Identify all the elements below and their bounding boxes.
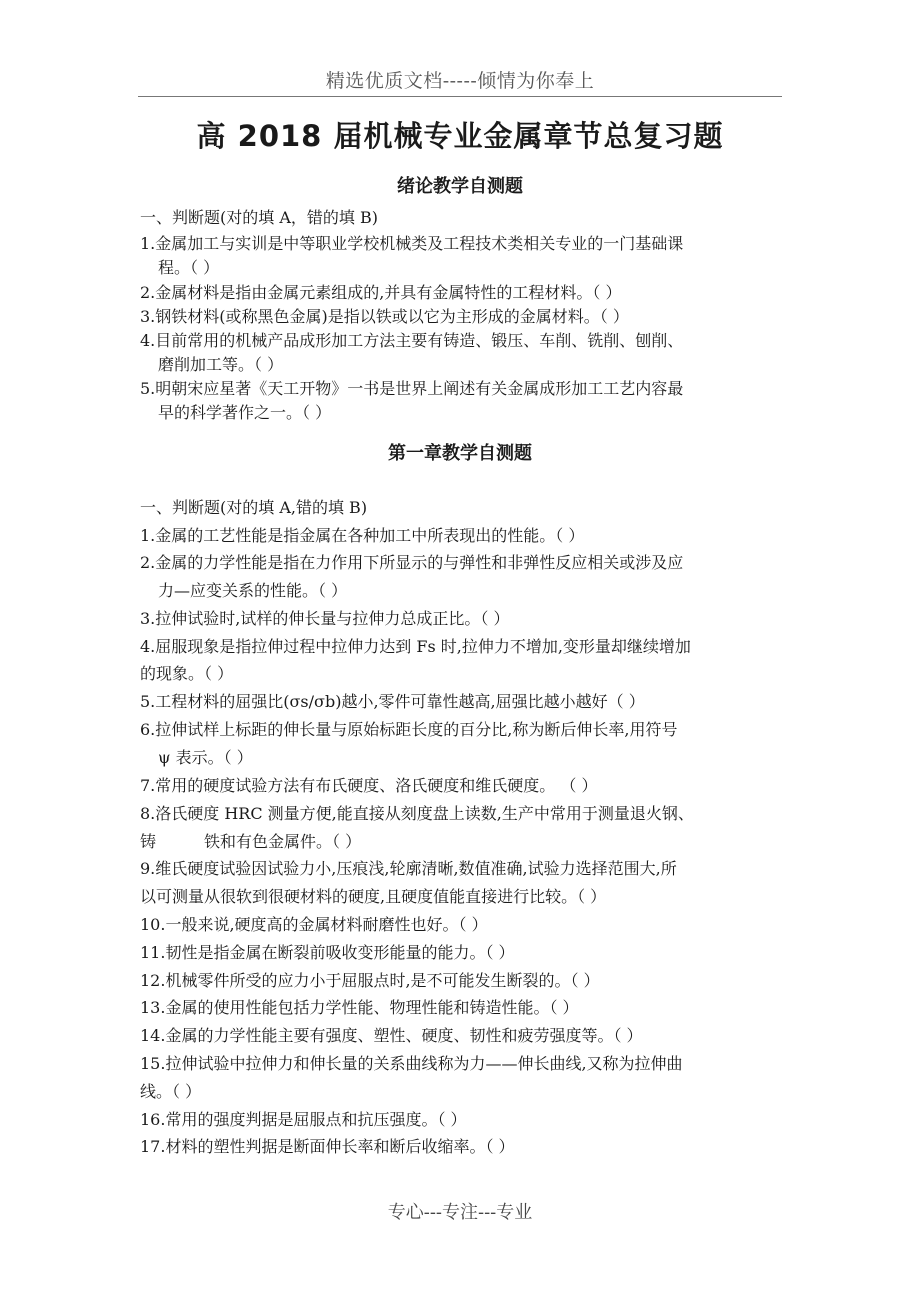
question-line: 14.金属的力学性能主要有强度、塑性、硬度、韧性和疲劳强度等。（ ） [140, 1026, 643, 1045]
question-line: 1.金属的工艺性能是指金属在各种加工中所表现出的性能。（ ） [140, 526, 585, 545]
question-line: 2.金属的力学性能是指在力作用下所显示的与弹性和非弹性反应相关或涉及应 [140, 553, 684, 572]
question-line: 17.材料的塑性判据是断面伸长率和断后收缩率。（ ） [140, 1137, 515, 1156]
question-line: 11.韧性是指金属在断裂前吸收变形能量的能力。（ ） [140, 943, 515, 962]
section-title-intro: 绪论教学自测题 [397, 176, 523, 197]
header-divider [138, 96, 782, 97]
page-header: 精选优质文档-----倾情为你奉上 [325, 70, 595, 92]
question-line-wrapped [140, 832, 780, 852]
question-line: 9.维氏硬度试验因试验力小,压痕浅,轮廓清晰,数值准确,试验力选择范围大,所 [140, 859, 677, 878]
question-line: 13.金属的使用性能包括力学性能、物理性能和铸造性能。（ ） [140, 998, 579, 1017]
section-instruction: 一、判断题(对的填 A，错的填 B) [140, 208, 378, 227]
question-line: 5.明朝宋应星著《天工开物》一书是世界上阐述有关金属成形加工工艺内容最 [140, 379, 684, 398]
question-line-fragment: 铸 [140, 832, 157, 851]
section-title-chapter-1: 第一章教学自测题 [388, 443, 532, 464]
question-line: 1.金属加工与实训是中等职业学校机械类及工程技术类相关专业的一门基础课 [140, 234, 684, 253]
question-line: 早的科学著作之一。（ ） [158, 403, 332, 422]
question-line: 4.屈服现象是指拉伸过程中拉伸力达到 Fs 时,拉伸力不增加,变形量却继续增加 [140, 637, 691, 656]
question-line: 12.机械零件所受的应力小于屈服点时,是不可能发生断裂的。（ ） [140, 971, 600, 990]
question-line: 力—应变关系的性能。（ ） [158, 581, 348, 600]
question-line: 以可测量从很软到很硬材料的硬度,且硬度值能直接进行比较。（ ） [140, 887, 607, 906]
question-line: ψ 表示。（ ） [158, 748, 253, 767]
question-line: 2.金属材料是指由金属元素组成的,并具有金属特性的工程材料。（ ） [140, 283, 622, 302]
question-line-fragment: 铁和有色金属件。（ ） [204, 832, 362, 851]
question-line: 5.工程材料的屈强比(σs/σb)越小,零件可靠性越高,屈强比越小越好（ ） [140, 692, 645, 711]
question-line: 3.拉伸试验时,试样的伸长量与拉伸力总成正比。（ ） [140, 609, 510, 628]
question-line: 10.一般来说,硬度高的金属材料耐磨性也好。（ ） [140, 915, 488, 934]
question-line: 线。（ ） [140, 1082, 202, 1101]
question-line: 7.常用的硬度试验方法有布氏硬度、洛氏硬度和维氏硬度。 （ ） [140, 776, 598, 795]
question-line: 磨削加工等。（ ） [158, 355, 284, 374]
page-footer: 专心---专注---专业 [387, 1202, 533, 1223]
question-line: 15.拉伸试验中拉伸力和伸长量的关系曲线称为力——伸长曲线,又称为拉伸曲 [140, 1054, 683, 1073]
question-line: 8.洛氏硬度 HRC 测量方便,能直接从刻度盘上读数,生产中常用于测量退火钢、 [140, 804, 694, 823]
question-line: 3.钢铁材料(或称黑色金属)是指以铁或以它为主形成的金属材料。（ ） [140, 307, 629, 326]
question-line: 4.目前常用的机械产品成形加工方法主要有铸造、锻压、车削、铣削、刨削、 [140, 331, 684, 350]
question-line: 的现象。（ ） [140, 664, 234, 683]
question-line: 程。（ ） [158, 258, 220, 277]
question-line: 6.拉伸试样上标距的伸长量与原始标距长度的百分比,称为断后伸长率,用符号 [140, 720, 678, 739]
document-title: 高 2018 届机械专业金属章节总复习题 [196, 119, 724, 153]
section-instruction: 一、判断题(对的填 A,错的填 B) [140, 498, 368, 517]
question-line: 16.常用的强度判据是屈服点和抗压强度。（ ） [140, 1110, 467, 1129]
